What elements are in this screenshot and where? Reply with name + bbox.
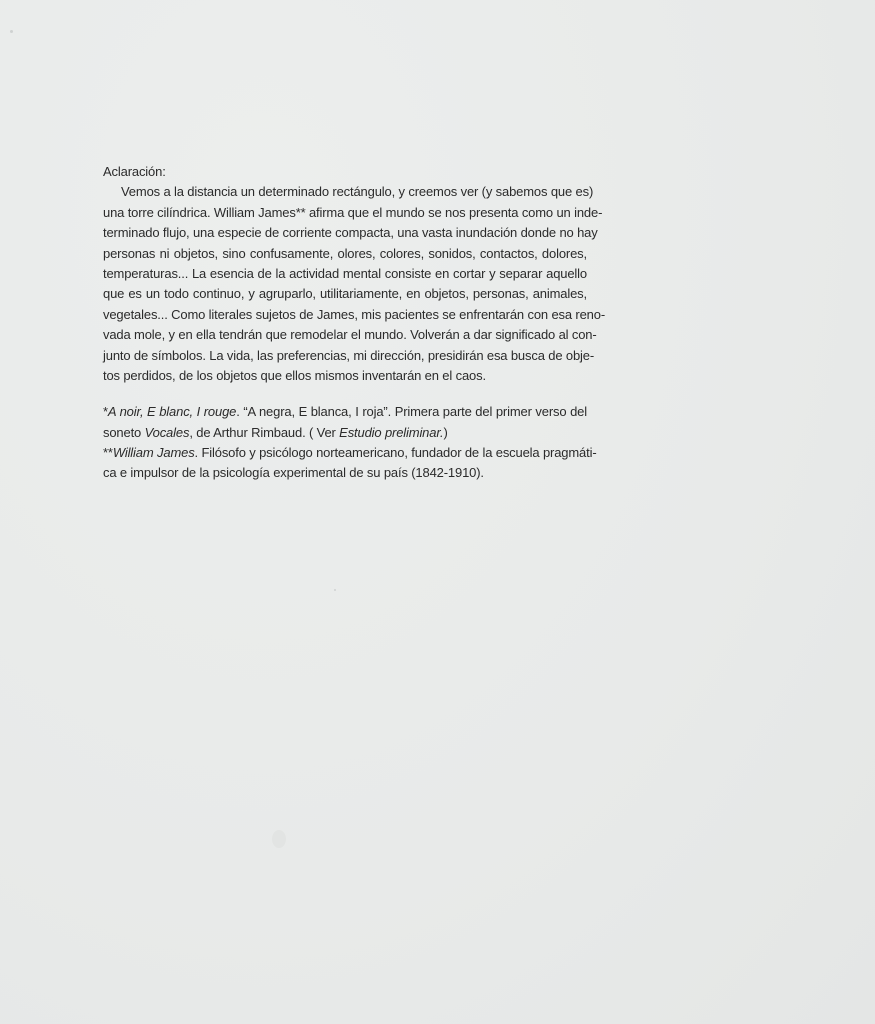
footnote-2-text: . Filósofo y psicólogo norteamericano, fundador de la escuela pragmáti- (194, 445, 597, 461)
body-line: vegetales... Como literales sujetos de James, mis pacientes se enfrentarán con esa reno- (103, 306, 606, 322)
section-heading: Aclaración: (103, 164, 166, 179)
footnote-1-line-2 (103, 423, 587, 443)
footnote-1-marker: * (103, 404, 108, 420)
footnote-2-title: William James (112, 445, 195, 461)
paper-speck (10, 30, 13, 33)
paper-speck (334, 589, 336, 591)
footnote-1-reference: Estudio preliminar. (339, 424, 444, 440)
body-line: personas ni objetos, sino confusamente, olores, colores, sonidos, contactos, dolores, (103, 245, 587, 261)
footnote-1-text-c: ) (443, 424, 448, 440)
footnote-1-line-1 (103, 402, 587, 422)
body-line: vada mole, y en ella tendrán que remodelar el mundo. Volverán a dar significado al con- (103, 327, 597, 343)
body-line: una torre cilíndrica. William James** afirma que el mundo se nos presenta como un inde- (103, 204, 603, 220)
footnote-1-text: . “A negra, E blanca, I roja”. Primera parte del primer verso del (236, 404, 587, 420)
text-block (103, 162, 606, 484)
spacer (103, 386, 587, 402)
footnote-1-text-a: soneto (103, 424, 145, 440)
body-line: junto de símbolos. La vida, las preferencias, mi dirección, presidirán esa busca de obje- (103, 347, 595, 363)
footnote-2-line-2: ca e impulsor de la psicología experimental de su país (1842-1910). (103, 465, 484, 481)
footnote-1-title: A noir, E blanc, I rouge (107, 404, 237, 420)
body-line: terminado flujo, una especie de corriente compacta, una vasta inundación donde no hay (103, 225, 598, 241)
paper-mark (272, 830, 286, 848)
footnote-2-marker: ** (103, 445, 113, 461)
body-line: Vemos a la distancia un determinado rectángulo, y creemos ver (y sabemos que es) (121, 184, 594, 200)
footnote-1-text-b: , de Arthur Rimbaud. ( Ver (189, 424, 340, 440)
footnote-1-work-title: Vocales (144, 424, 190, 440)
footnote-2-line-1 (103, 443, 597, 463)
body-line-last: tos perdidos, de los objetos que ellos mismos inventarán en el caos. (103, 367, 486, 383)
body-line: temperaturas... La esencia de la actividad mental consiste en cortar y separar aquello (103, 265, 587, 281)
body-line: que es un todo continuo, y agruparlo, utilitariamente, en objetos, personas, animales, (103, 286, 587, 302)
